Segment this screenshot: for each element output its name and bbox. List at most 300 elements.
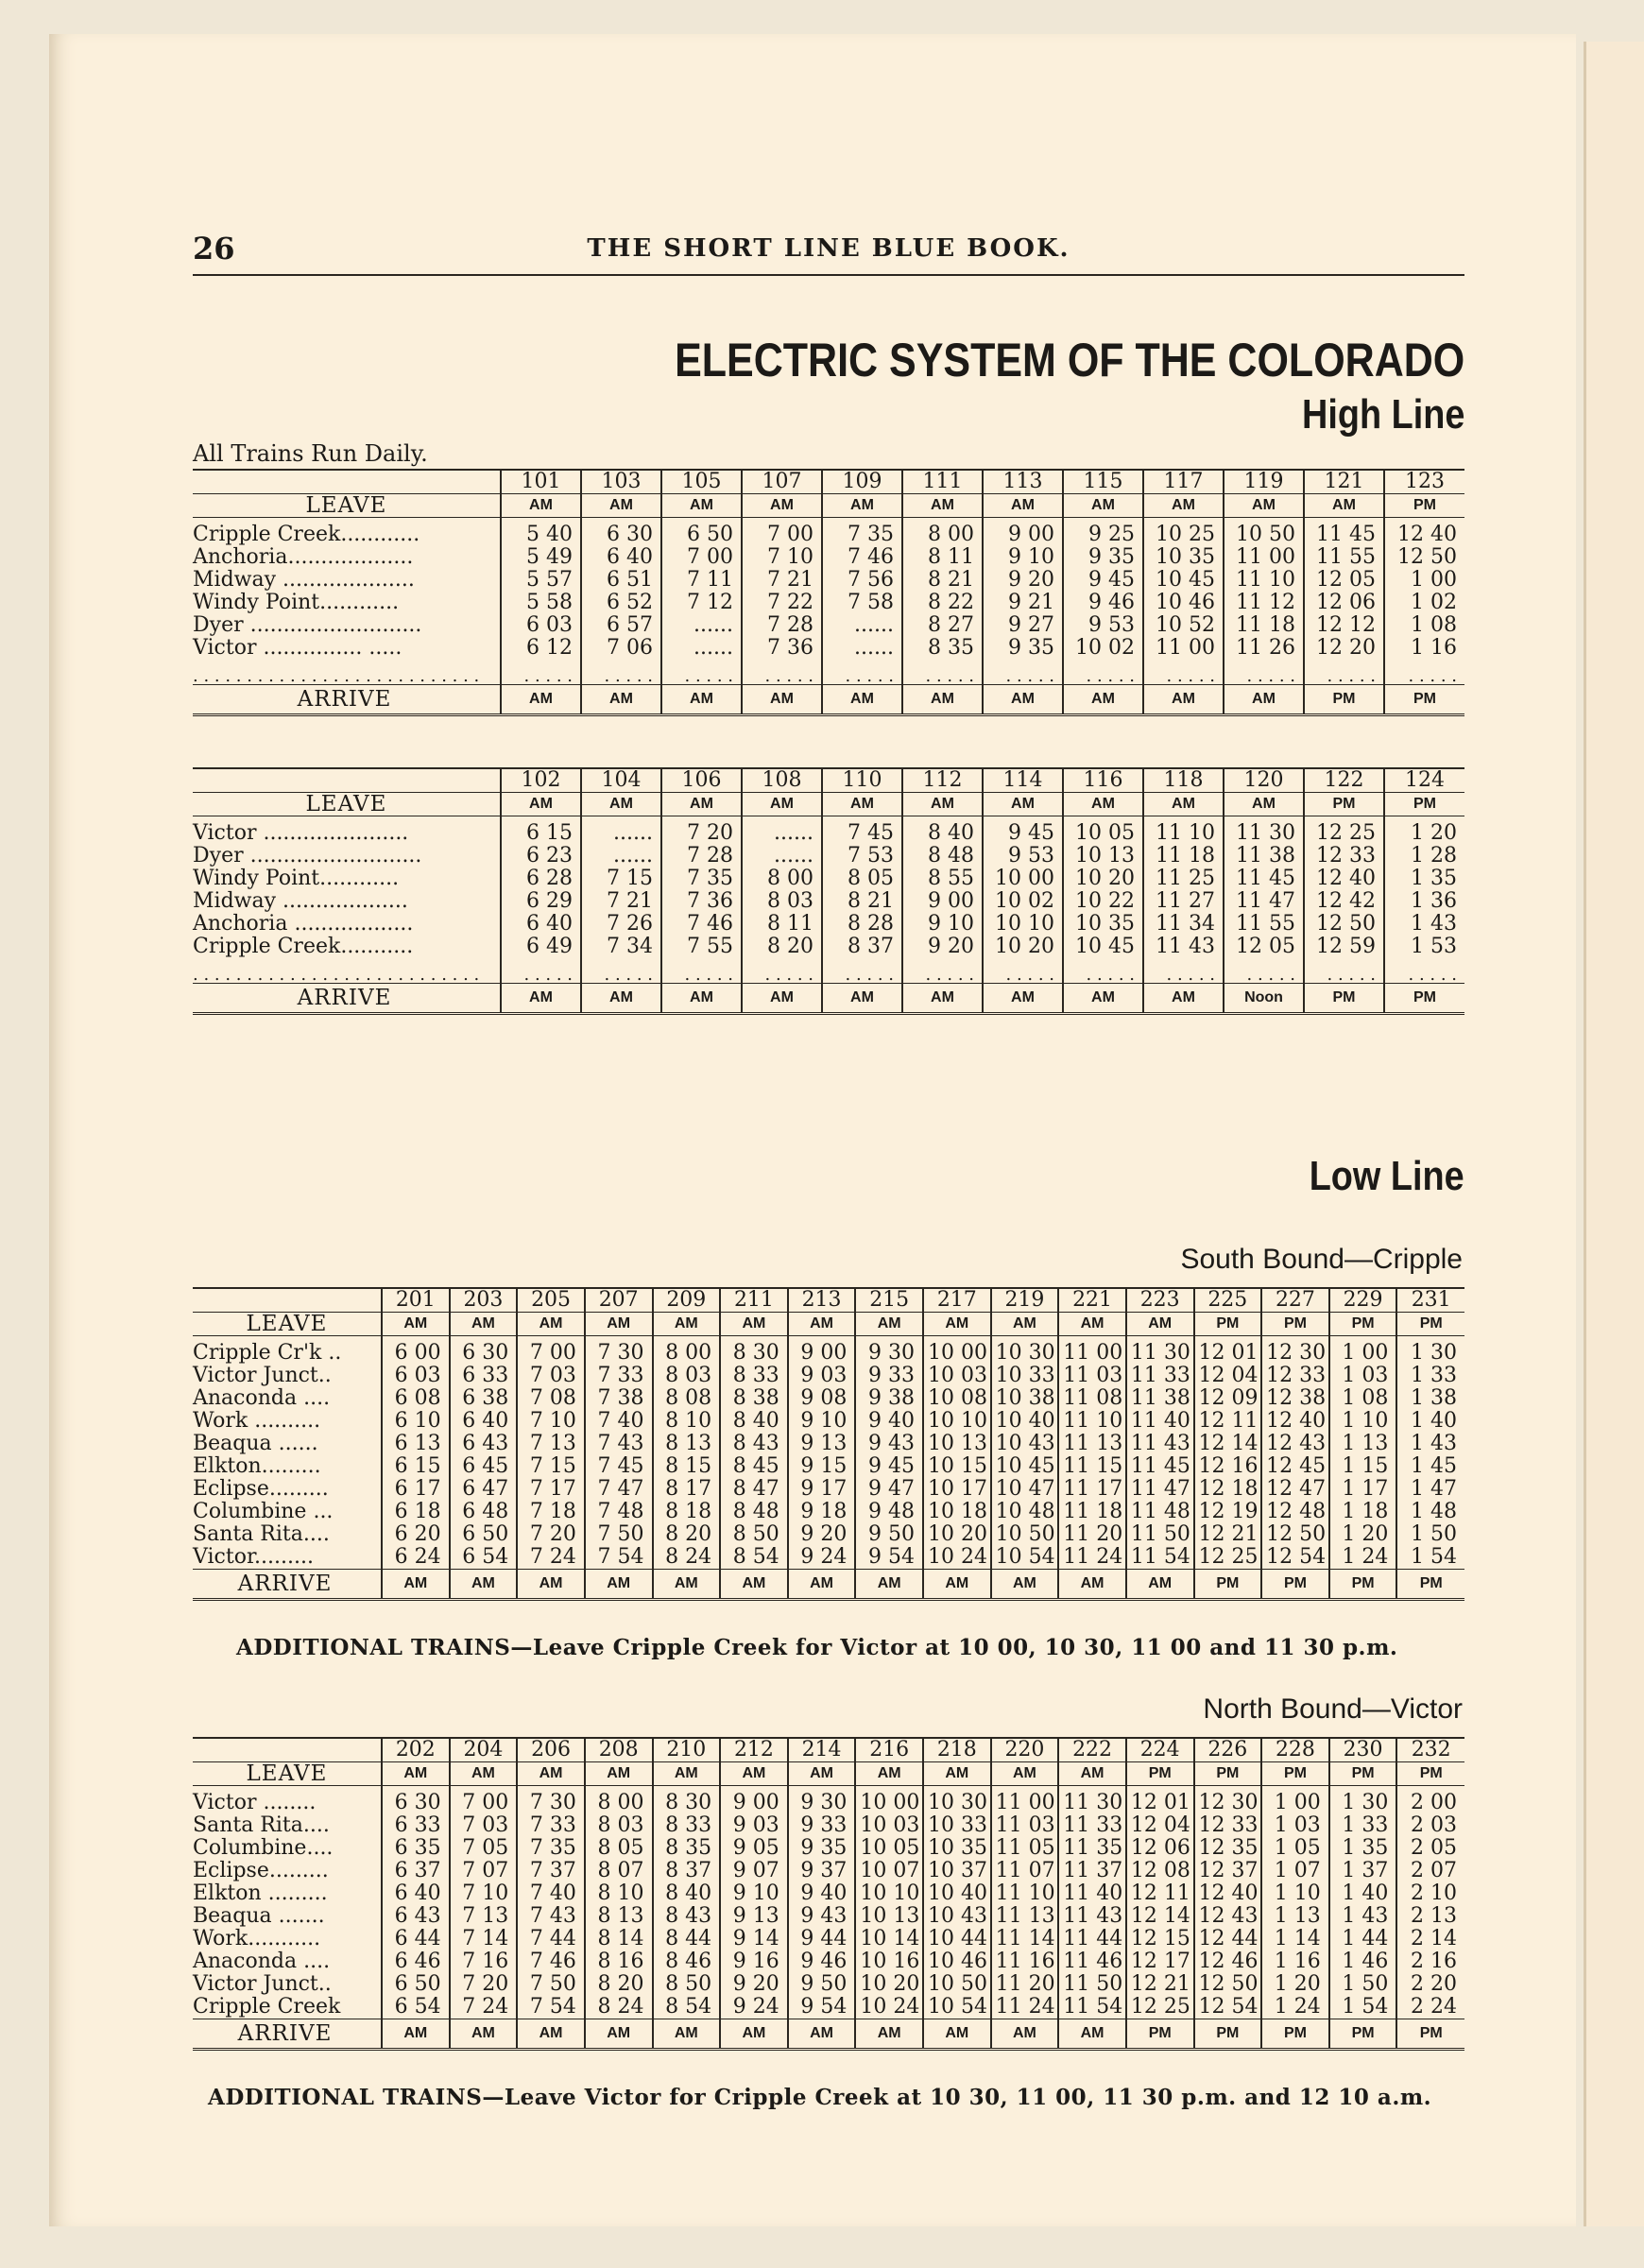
depart-ampm: AM	[501, 793, 581, 816]
time-cell: 6 54	[382, 1996, 450, 2019]
time-cell: 9 14	[720, 1928, 788, 1950]
depart-ampm: AM	[450, 1762, 518, 1786]
time-cell: 6 46	[382, 1950, 450, 1973]
time-cell: 9 20	[983, 569, 1063, 592]
time-cell: 11 10	[1224, 569, 1304, 592]
time-cell: 9 00	[720, 1786, 788, 1815]
time-cell: 7 54	[517, 1996, 585, 2019]
depart-ampm: AM	[720, 1762, 788, 1786]
time-cell: 6 20	[382, 1523, 450, 1546]
time-cell: 1 46	[1329, 1950, 1397, 1973]
time-cell: 11 38	[1126, 1387, 1194, 1410]
time-cell: 2 07	[1396, 1860, 1464, 1882]
depart-ampm: PM	[1396, 1762, 1464, 1786]
time-cell: 6 10	[382, 1410, 450, 1433]
time-cell: 11 33	[1058, 1814, 1126, 1837]
arrive-ampm: AM	[983, 685, 1063, 715]
time-cell: 6 50	[450, 1523, 518, 1546]
time-cell: 12 21	[1126, 1973, 1194, 1996]
time-cell: 1 38	[1396, 1387, 1464, 1410]
time-cell: 12 19	[1194, 1501, 1262, 1523]
time-cell: 6 12	[501, 637, 581, 660]
time-cell: 8 35	[902, 637, 983, 660]
time-cell: 7 10	[742, 546, 822, 569]
corner-cell	[193, 768, 501, 793]
time-cell: 1 13	[1261, 1905, 1329, 1928]
time-cell: 8 10	[585, 1882, 653, 1905]
train-number: 113	[983, 470, 1063, 494]
station-row	[193, 816, 1464, 846]
train-number: 203	[450, 1288, 518, 1313]
station-name: Anaconda ....	[193, 1950, 331, 1973]
time-cell: 6 40	[382, 1882, 450, 1905]
arrive-ampm: AM	[1224, 685, 1304, 715]
station-name: Dyer ..........................	[193, 844, 422, 868]
arrive-ampm: PM	[1194, 1570, 1262, 1600]
arrive-ampm: AM	[788, 1570, 856, 1600]
leader-dots: . . . . .	[1143, 660, 1224, 685]
station-row	[193, 614, 1464, 637]
station-row	[193, 1365, 1464, 1387]
time-cell: 6 33	[450, 1365, 518, 1387]
time-cell: 7 21	[742, 569, 822, 592]
depart-ampm: AM	[517, 1762, 585, 1786]
arrive-ampm: AM	[382, 1570, 450, 1600]
arrive-ampm: AM	[517, 1570, 585, 1600]
time-cell: 8 20	[653, 1523, 721, 1546]
time-cell: 7 36	[742, 637, 822, 660]
time-cell: 11 18	[1224, 614, 1304, 637]
time-cell: ......	[742, 845, 822, 868]
time-cell: 11 10	[1143, 816, 1224, 846]
time-cell: 10 07	[855, 1860, 923, 1882]
time-cell: 12 17	[1126, 1950, 1194, 1973]
southbound-caption: South Bound—Cripple	[1180, 1244, 1463, 1275]
time-cell: 8 24	[585, 1996, 653, 2019]
time-cell: 7 46	[822, 546, 902, 569]
time-cell: 11 54	[1126, 1546, 1194, 1570]
time-cell: 11 46	[1058, 1950, 1126, 1973]
train-number: 218	[923, 1738, 991, 1762]
depart-ampm: AM	[382, 1762, 450, 1786]
time-cell: 6 44	[382, 1928, 450, 1950]
depart-ampm: AM	[1063, 494, 1143, 518]
time-cell: 10 08	[923, 1387, 991, 1410]
time-cell: 7 15	[581, 868, 661, 890]
time-cell: 7 17	[517, 1478, 585, 1501]
time-cell: 1 53	[1384, 936, 1464, 958]
leader-dots: . . . . .	[581, 660, 661, 685]
arrive-ampm: PM	[1329, 2019, 1397, 2050]
time-cell: 11 43	[1058, 1905, 1126, 1928]
time-cell: 6 51	[581, 569, 661, 592]
time-cell: 9 24	[788, 1546, 856, 1570]
time-cell: 12 14	[1126, 1905, 1194, 1928]
depart-ampm: AM	[1224, 494, 1304, 518]
time-cell: 8 16	[585, 1950, 653, 1973]
time-cell: 10 50	[923, 1973, 991, 1996]
time-cell: 6 52	[581, 592, 661, 614]
time-cell: 8 03	[742, 890, 822, 913]
time-cell: 7 33	[585, 1365, 653, 1387]
station-name: Elkton.........	[193, 1454, 321, 1478]
time-cell: 8 05	[822, 868, 902, 890]
arrive-ampm: AM	[1143, 685, 1224, 715]
time-cell: 11 40	[1126, 1410, 1194, 1433]
time-cell: 9 50	[788, 1973, 856, 1996]
train-number: 227	[1261, 1288, 1329, 1313]
time-cell: 10 30	[923, 1786, 991, 1815]
depart-ampm: AM	[991, 1762, 1059, 1786]
station-row	[193, 1973, 1464, 1996]
time-cell: 11 00	[1058, 1336, 1126, 1366]
time-cell: 10 22	[1063, 890, 1143, 913]
time-cell: 5 58	[501, 592, 581, 614]
time-cell: 8 55	[902, 868, 983, 890]
high-line-southbound-table	[193, 469, 1464, 716]
depart-ampm: AM	[742, 793, 822, 816]
time-cell: 1 05	[1261, 1837, 1329, 1860]
time-cell: 7 28	[661, 845, 742, 868]
time-cell: 7 53	[822, 845, 902, 868]
time-cell: 10 02	[1063, 637, 1143, 660]
time-cell: 12 54	[1194, 1996, 1262, 2019]
arrive-ampm: AM	[983, 984, 1063, 1014]
time-cell: 7 45	[585, 1455, 653, 1478]
time-cell: 10 10	[983, 913, 1063, 936]
arrive-ampm: AM	[742, 984, 822, 1014]
time-cell: 12 09	[1194, 1387, 1262, 1410]
time-cell: 6 29	[501, 890, 581, 913]
time-cell: 7 36	[661, 890, 742, 913]
depart-ampm: AM	[720, 1313, 788, 1336]
time-cell: 7 10	[517, 1410, 585, 1433]
depart-ampm: AM	[1126, 1313, 1194, 1336]
time-cell: 7 03	[450, 1814, 518, 1837]
time-cell: 9 25	[1063, 518, 1143, 547]
time-cell: 9 16	[720, 1950, 788, 1973]
station-name: Beaqua ......	[193, 1432, 318, 1455]
depart-ampm: AM	[501, 494, 581, 518]
station-name: Dyer ..........................	[193, 613, 422, 637]
high-line-title: High Line	[1301, 391, 1464, 438]
time-cell: 10 45	[1143, 569, 1224, 592]
station-row	[193, 1786, 1464, 1815]
time-cell: 8 54	[720, 1546, 788, 1570]
station-row	[193, 1950, 1464, 1973]
station-row	[193, 1336, 1464, 1366]
time-cell: 12 33	[1261, 1365, 1329, 1387]
arrive-ampm: AM	[720, 2019, 788, 2050]
time-cell: 9 47	[855, 1478, 923, 1501]
time-cell: 8 48	[720, 1501, 788, 1523]
station-row	[193, 890, 1464, 913]
time-cell: 10 45	[991, 1455, 1059, 1478]
arrive-row	[193, 685, 1464, 715]
time-cell: 12 01	[1126, 1786, 1194, 1815]
arrive-ampm: AM	[991, 1570, 1059, 1600]
depart-ampm: AM	[822, 494, 902, 518]
time-cell: 11 10	[1058, 1410, 1126, 1433]
high-line-northbound-table	[193, 767, 1464, 1015]
time-cell: 11 30	[1058, 1786, 1126, 1815]
time-cell: 9 35	[788, 1837, 856, 1860]
time-cell: 9 48	[855, 1501, 923, 1523]
time-cell: 5 57	[501, 569, 581, 592]
time-cell: 11 24	[1058, 1546, 1126, 1570]
time-cell: 2 00	[1396, 1786, 1464, 1815]
time-cell: 11 20	[991, 1973, 1059, 1996]
leave-label: LEAVE	[193, 1762, 382, 1786]
northbound-additional-trains: ADDITIONAL TRAINS—Leave Victor for Cripple Creek at 10 30, 11 00, 11 30 p.m. and 12 10 a.m.	[208, 2085, 1432, 2110]
arrive-ampm: PM	[1396, 1570, 1464, 1600]
time-cell: 9 44	[788, 1928, 856, 1950]
train-number: 111	[902, 470, 983, 494]
time-cell: 2 10	[1396, 1882, 1464, 1905]
arrive-row	[193, 1570, 1464, 1600]
depart-ampm: AM	[923, 1762, 991, 1786]
time-cell: 8 37	[822, 936, 902, 958]
arrive-ampm: AM	[742, 685, 822, 715]
time-cell: 6 03	[501, 614, 581, 637]
train-number: 121	[1304, 470, 1384, 494]
time-cell: 6 18	[382, 1501, 450, 1523]
time-cell: 11 13	[1058, 1433, 1126, 1455]
arrive-ampm: PM	[1304, 685, 1384, 715]
time-cell: 9 03	[788, 1365, 856, 1387]
time-cell: 9 10	[902, 913, 983, 936]
time-cell: 7 40	[517, 1882, 585, 1905]
leader-dots: . . . . .	[501, 660, 581, 685]
train-number: 118	[1143, 768, 1224, 793]
depart-ampm: PM	[1384, 793, 1464, 816]
time-cell: 8 30	[653, 1786, 721, 1815]
time-cell: 10 13	[923, 1433, 991, 1455]
depart-ampm: AM	[788, 1762, 856, 1786]
time-cell: 5 40	[501, 518, 581, 547]
depart-ampm: AM	[653, 1762, 721, 1786]
depart-ampm: AM	[1224, 793, 1304, 816]
train-number: 202	[382, 1738, 450, 1762]
station-row	[193, 518, 1464, 547]
leader-dots: . . . . .	[1063, 958, 1143, 984]
time-cell: 7 20	[450, 1973, 518, 1996]
time-cell: 1 14	[1261, 1928, 1329, 1950]
depart-ampm: AM	[653, 1313, 721, 1336]
leader-dots: . . . . .	[501, 958, 581, 984]
arrive-ampm: AM	[855, 2019, 923, 2050]
station-name: Midway ....................	[193, 568, 415, 592]
time-cell: 12 59	[1304, 936, 1384, 958]
time-cell: 11 38	[1224, 845, 1304, 868]
time-cell: 7 24	[517, 1546, 585, 1570]
time-cell: 11 12	[1224, 592, 1304, 614]
time-cell: 12 35	[1194, 1837, 1262, 1860]
time-cell: 12 40	[1194, 1882, 1262, 1905]
time-cell: 8 10	[653, 1410, 721, 1433]
time-cell: 12 37	[1194, 1860, 1262, 1882]
time-cell: 2 16	[1396, 1950, 1464, 1973]
leader-dots: . . . . .	[902, 660, 983, 685]
time-cell: 8 44	[653, 1928, 721, 1950]
station-row	[193, 913, 1464, 936]
time-cell: 10 35	[923, 1837, 991, 1860]
time-cell: 2 13	[1396, 1905, 1464, 1928]
arrive-ampm: AM	[653, 2019, 721, 2050]
time-cell: 1 54	[1396, 1546, 1464, 1570]
time-cell: 11 18	[1143, 845, 1224, 868]
time-cell: 11 50	[1126, 1523, 1194, 1546]
time-cell: 11 00	[1224, 546, 1304, 569]
station-name: Anchoria...................	[193, 545, 414, 569]
time-cell: 1 37	[1329, 1860, 1397, 1882]
time-cell: 10 03	[923, 1365, 991, 1387]
time-cell: 8 43	[653, 1905, 721, 1928]
time-cell: 9 40	[788, 1882, 856, 1905]
depart-ampm: AM	[1063, 793, 1143, 816]
time-cell: 10 24	[855, 1996, 923, 2019]
time-cell: 1 28	[1384, 845, 1464, 868]
time-cell: 12 11	[1126, 1882, 1194, 1905]
time-cell: 9 46	[1063, 592, 1143, 614]
time-cell: 9 17	[788, 1478, 856, 1501]
time-cell: 10 00	[983, 868, 1063, 890]
time-cell: 11 55	[1304, 546, 1384, 569]
train-number: 116	[1063, 768, 1143, 793]
train-number: 120	[1224, 768, 1304, 793]
time-cell: 11 07	[991, 1860, 1059, 1882]
time-cell: 7 06	[581, 637, 661, 660]
time-cell: 10 18	[923, 1501, 991, 1523]
time-cell: 9 20	[720, 1973, 788, 1996]
time-cell: 10 35	[1143, 546, 1224, 569]
train-number: 216	[855, 1738, 923, 1762]
train-number: 229	[1329, 1288, 1397, 1313]
train-number: 224	[1126, 1738, 1194, 1762]
time-cell: 10 14	[855, 1928, 923, 1950]
leave-label: LEAVE	[193, 793, 501, 816]
time-cell: 11 08	[1058, 1387, 1126, 1410]
time-cell: 1 35	[1384, 868, 1464, 890]
time-cell: 8 35	[653, 1837, 721, 1860]
time-cell: 6 23	[501, 845, 581, 868]
train-number: 103	[581, 470, 661, 494]
time-cell: 12 08	[1126, 1860, 1194, 1882]
time-cell: 10 15	[923, 1455, 991, 1478]
time-cell: 8 40	[653, 1882, 721, 1905]
time-cell: 12 05	[1224, 936, 1304, 958]
time-cell: 12 04	[1194, 1365, 1262, 1387]
leader-dots: . . . . .	[661, 660, 742, 685]
station-name: Cripple Creek...........	[193, 935, 414, 958]
time-cell: 9 00	[902, 890, 983, 913]
time-cell: 7 37	[517, 1860, 585, 1882]
time-cell: 8 05	[585, 1837, 653, 1860]
time-cell: 10 20	[983, 936, 1063, 958]
time-cell: 7 50	[517, 1973, 585, 1996]
time-cell: 8 20	[742, 936, 822, 958]
arrive-ampm: AM	[902, 685, 983, 715]
time-cell: 1 36	[1384, 890, 1464, 913]
station-row	[193, 1837, 1464, 1860]
arrive-ampm: AM	[855, 1570, 923, 1600]
station-row	[193, 1882, 1464, 1905]
train-number: 105	[661, 470, 742, 494]
time-cell: ......	[822, 614, 902, 637]
time-cell: 6 30	[581, 518, 661, 547]
time-cell: 7 35	[661, 868, 742, 890]
time-cell: 12 04	[1126, 1814, 1194, 1837]
depart-ampm: AM	[822, 793, 902, 816]
time-cell: 11 35	[1058, 1837, 1126, 1860]
time-cell: 9 35	[983, 637, 1063, 660]
time-cell: 9 40	[855, 1410, 923, 1433]
station-name: Columbine....	[193, 1836, 334, 1860]
leader-dots: . . . . . . . . . . . . . . . . . . . . . . . . . . .	[193, 666, 480, 686]
train-number: 226	[1194, 1738, 1262, 1762]
time-cell: 9 33	[855, 1365, 923, 1387]
time-cell: 9 35	[1063, 546, 1143, 569]
time-cell: 10 43	[923, 1905, 991, 1928]
time-cell: 8 00	[653, 1336, 721, 1366]
train-number: 101	[501, 470, 581, 494]
time-cell: 1 44	[1329, 1928, 1397, 1950]
time-cell: 12 40	[1304, 868, 1384, 890]
train-number: 228	[1261, 1738, 1329, 1762]
time-cell: 12 25	[1304, 816, 1384, 846]
time-cell: 8 45	[720, 1455, 788, 1478]
time-cell: 8 21	[822, 890, 902, 913]
depart-ampm: PM	[1329, 1313, 1397, 1336]
time-cell: 11 55	[1224, 913, 1304, 936]
station-row	[193, 1501, 1464, 1523]
station-row	[193, 592, 1464, 614]
arrive-ampm: AM	[1058, 1570, 1126, 1600]
train-number: 217	[923, 1288, 991, 1313]
arrive-ampm: PM	[1261, 1570, 1329, 1600]
time-cell: 10 05	[855, 1837, 923, 1860]
time-cell: ......	[822, 637, 902, 660]
time-cell: 6 24	[382, 1546, 450, 1570]
arrive-ampm: AM	[653, 1570, 721, 1600]
time-cell: 9 10	[983, 546, 1063, 569]
time-cell: 10 37	[923, 1860, 991, 1882]
station-name: Work...........	[193, 1927, 321, 1950]
time-cell: 9 50	[855, 1523, 923, 1546]
time-cell: 12 50	[1194, 1973, 1262, 1996]
leader-row	[193, 660, 1464, 685]
arrive-ampm: AM	[501, 984, 581, 1014]
time-cell: 11 50	[1058, 1973, 1126, 1996]
time-cell: 12 05	[1304, 569, 1384, 592]
time-cell: 8 18	[653, 1501, 721, 1523]
leave-row	[193, 494, 1464, 518]
train-number: 206	[517, 1738, 585, 1762]
depart-ampm: AM	[1058, 1313, 1126, 1336]
time-cell: 7 12	[661, 592, 742, 614]
time-cell: ......	[661, 637, 742, 660]
leader-dots: . . . . .	[742, 660, 822, 685]
depart-ampm: AM	[742, 494, 822, 518]
time-cell: 6 30	[450, 1336, 518, 1366]
depart-ampm: AM	[788, 1313, 856, 1336]
arrive-row	[193, 2019, 1464, 2050]
train-number: 221	[1058, 1288, 1126, 1313]
station-row	[193, 1546, 1464, 1570]
time-cell: 10 10	[855, 1882, 923, 1905]
time-cell: 1 50	[1329, 1973, 1397, 1996]
train-number: 232	[1396, 1738, 1464, 1762]
